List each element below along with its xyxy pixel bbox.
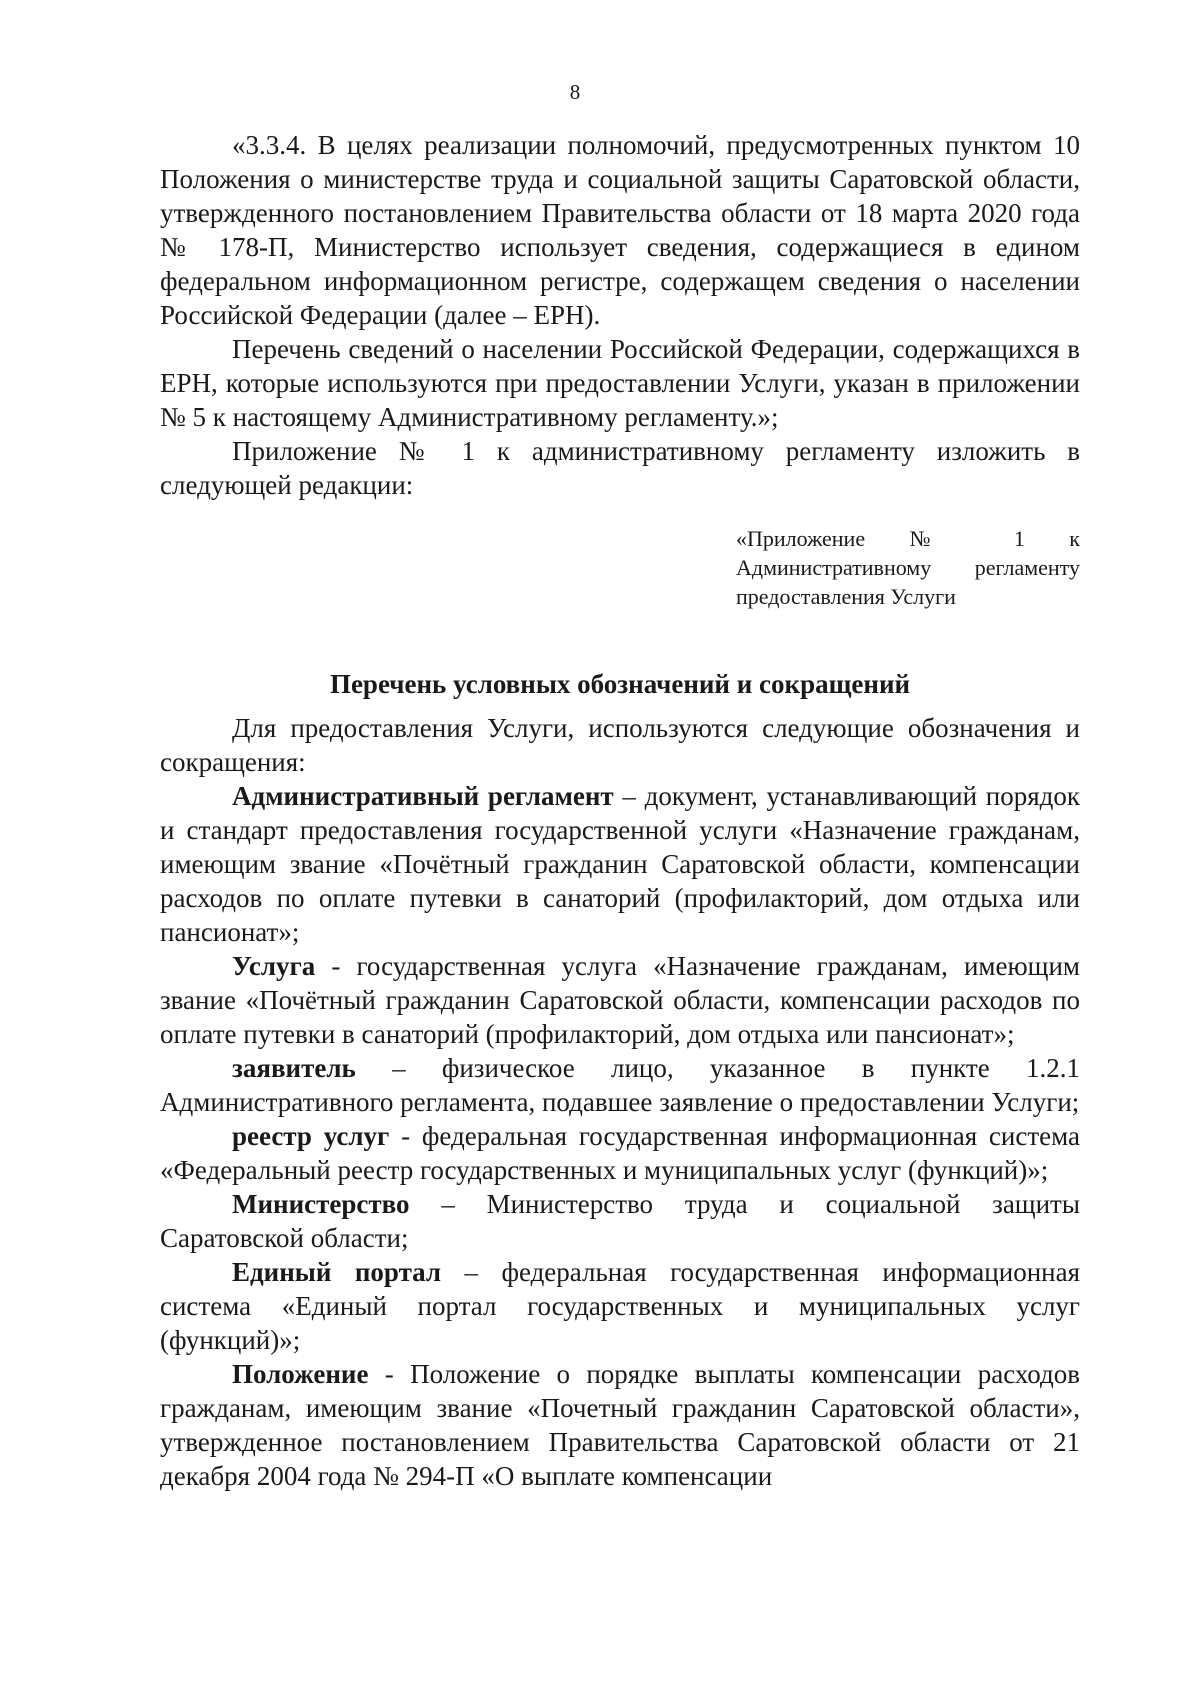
definition-term: Административный регламент (232, 781, 614, 811)
definition-text: - Положение о порядке выплаты компенсации расходов гражданам, имеющим звание «Почетный гражданин Саратовской области», утвержденное постановлением Правительства Саратовской области от 21 декабря 2004 года № 294-П «О выплате компенсации (160, 1359, 1080, 1491)
definition-item (160, 779, 1080, 949)
paragraph-clause-3-3-4: «3.3.4. В целях реализации полномочий, предусмотренных пунктом 10 Положения о министерстве труда и социальной защиты Саратовской области, утвержденного постановлением Правительства области от 18 марта 2020 года № 178-П, Министерство использует сведения, содержащиеся в едином федеральном информационном регистре, содержащем сведения о населении Российской Федерации (далее – ЕРН). (160, 130, 1080, 330)
definition-item (160, 1051, 1080, 1119)
definition-term: заявитель (232, 1053, 356, 1083)
page-number: 8 (569, 80, 581, 104)
definition-item (160, 1255, 1080, 1357)
definition-term: Министерство (232, 1189, 410, 1219)
definition-term: реестр услуг (232, 1121, 390, 1151)
definition-item (160, 1357, 1080, 1493)
definition-text: – Министерство труда и социальной защиты Саратовской области; (160, 1189, 1080, 1253)
section-intro: Для предоставления Услуги, используются следующие обозначения и сокращения: (160, 713, 1080, 777)
definition-term: Единый портал (232, 1257, 442, 1287)
paragraph-annex-instruction: Приложение № 1 к административному регламенту изложить в следующей редакции: (160, 436, 1080, 500)
definition-term: Услуга (232, 951, 316, 981)
definition-text: – физическое лицо, указанное в пункте 1.2.1 Административного регламента, подавшее заявление о предоставлении Услуги; (160, 1053, 1080, 1117)
definition-item (160, 949, 1080, 1051)
section-title: Перечень условных обозначений и сокращений (329, 669, 911, 699)
paragraph-ern-list: Перечень сведений о населении Российской Федерации, содержащихся в ЕРН, которые используются при предоставлении Услуги, указан в приложении № 5 к настоящему Административному регламенту.»; (160, 334, 1080, 432)
definition-item (160, 1119, 1080, 1187)
annex-note: «Приложение № 1 к Административному регламенту предоставления Услуги (736, 526, 1080, 609)
definition-item (160, 1187, 1080, 1255)
definition-term: Положение (232, 1359, 369, 1389)
definition-text: – федеральная государственная информационная система «Единый портал государственных и муниципальных услуг (функций)»; (160, 1257, 1080, 1355)
definition-text: - федеральная государственная информационная система «Федеральный реестр государственных и муниципальных услуг (функций)»; (160, 1121, 1081, 1185)
definition-text: – документ, устанавливающий порядок и стандарт предоставления государственной услуги «Назначение гражданам, имеющим звание «Почётный гражданин Саратовской области, компенсации расходов по оплате путевки в санаторий (профилакторий, дом отдыха или пансионат»; (160, 781, 1080, 947)
definition-text: - государственная услуга «Назначение гражданам, имеющим звание «Почётный гражданин Саратовской области, компенсации расходов по оплате путевки в санаторий (профилакторий, дом отдыха или пансионат»; (160, 951, 1080, 1049)
document-body (160, 128, 1080, 1493)
